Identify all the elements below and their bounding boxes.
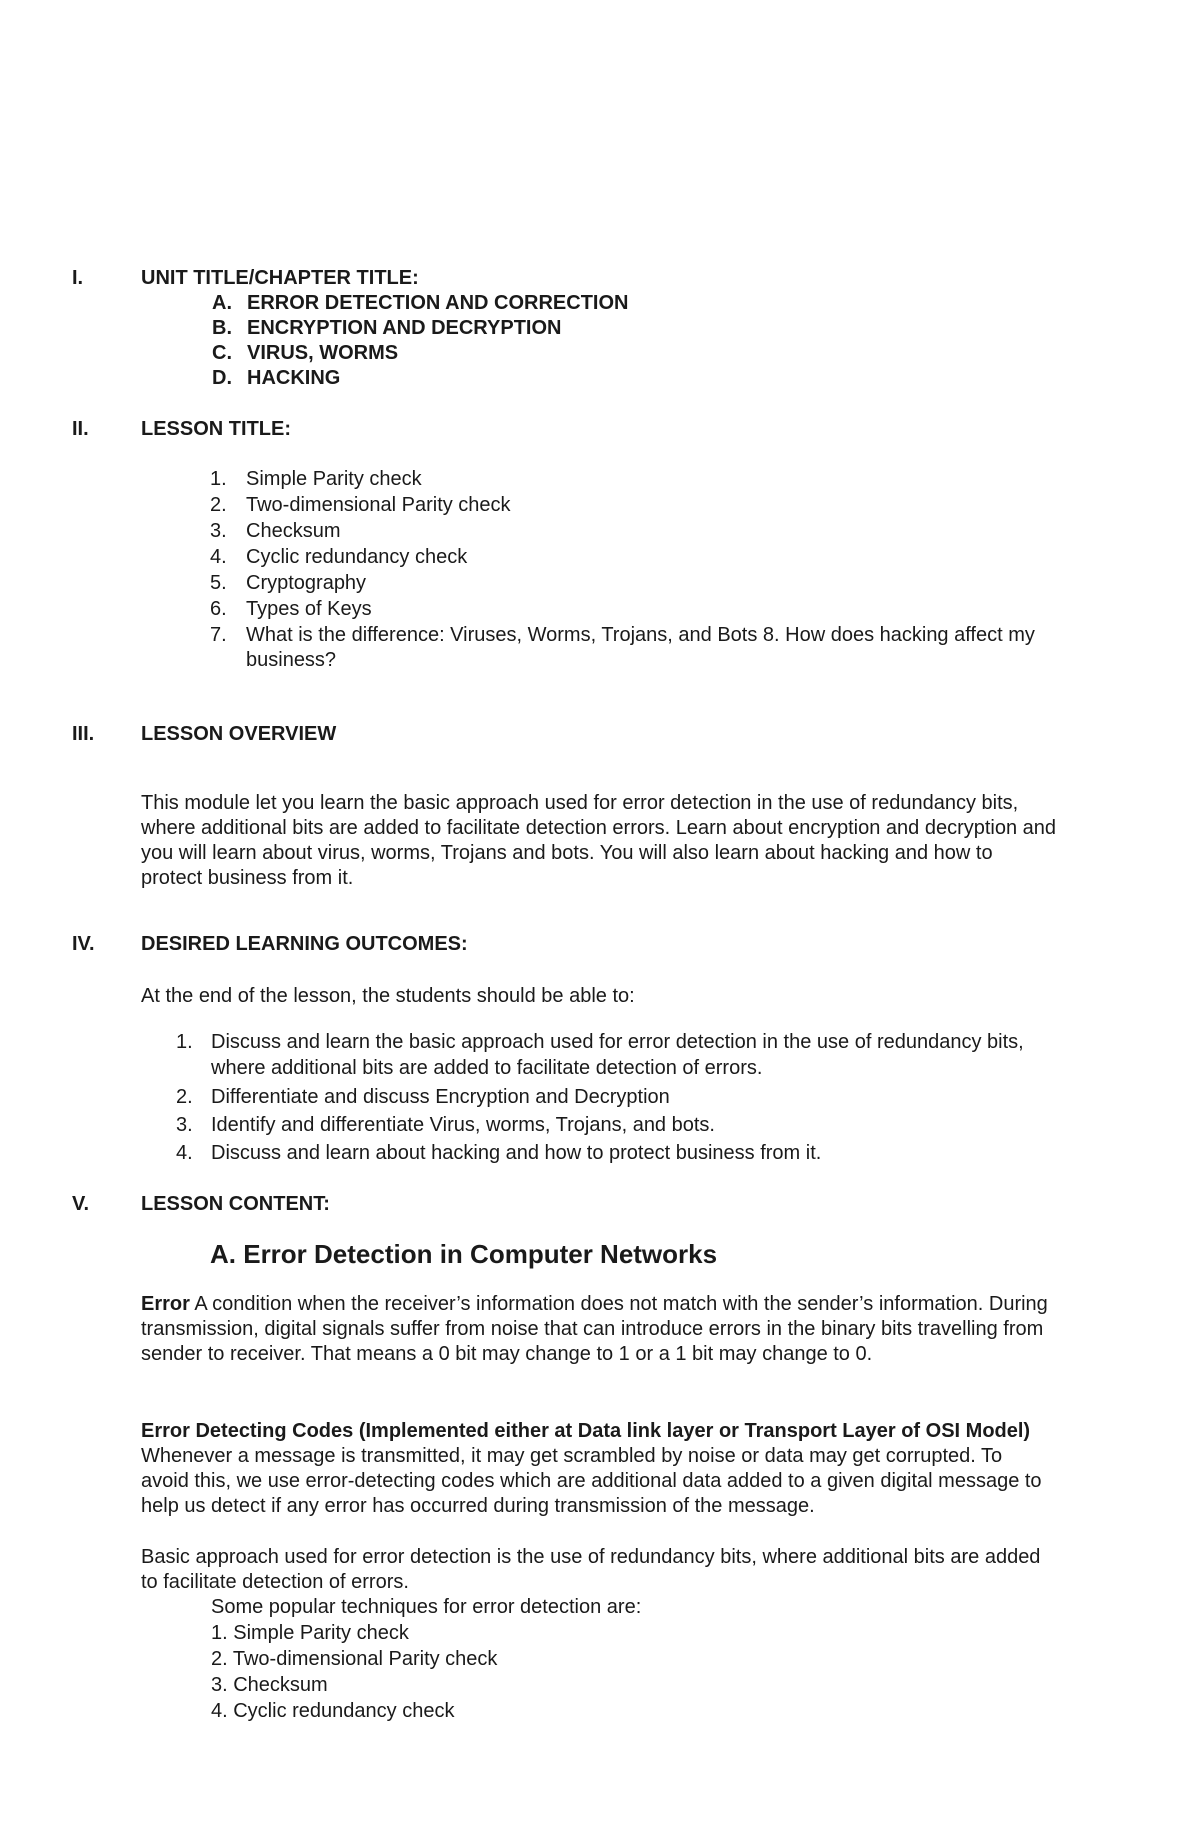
content-heading: A. Error Detection in Computer Networks [210,1239,718,1269]
lesson-item-text-continued: business? [246,649,337,671]
lesson-item-number: 2. [210,494,227,516]
basic-approach-line: to facilitate detection of errors. [141,1571,409,1593]
section-5-numeral: V. [72,1193,90,1215]
lesson-item-number: 3. [210,520,227,542]
error-definition-line [141,1291,1134,1317]
section-5-title: LESSON CONTENT: [141,1193,330,1215]
outcome-text: Differentiate and discuss Encryption and Decryption [211,1086,670,1108]
lesson-item-number: 7. [210,624,227,646]
unit-item-letter: D. [212,367,232,389]
section-2-numeral: II. [72,418,89,440]
overview-line: you will learn about virus, worms, Trojans and bots. You will also learn about hacking and how to [141,842,993,864]
overview-line: This module let you learn the basic approach used for error detection in the use of redundancy bits, [141,792,1019,814]
lesson-item-number: 6. [210,598,227,620]
techniques-intro: Some popular techniques for error detection are: [211,1596,642,1618]
outcome-number: 3. [176,1114,193,1136]
section-3-title: LESSON OVERVIEW [141,723,337,745]
basic-approach-line: Basic approach used for error detection is the use of redundancy bits, where additional bits are added [141,1546,1041,1568]
error-label: Error [141,1293,190,1315]
unit-item-text: ENCRYPTION AND DECRYPTION [247,317,562,339]
technique-item: 1. Simple Parity check [211,1622,409,1644]
unit-item-letter: C. [212,342,232,364]
outcome-number: 2. [176,1086,193,1108]
codes-title: Error Detecting Codes (Implemented either at Data link layer or Transport Layer of OSI Model) [141,1420,1031,1442]
lesson-item-text: Cyclic redundancy check [246,546,468,568]
lesson-item-text: Types of Keys [246,598,372,620]
section-4-numeral: IV. [72,933,95,955]
unit-item-text: ERROR DETECTION AND CORRECTION [247,292,629,314]
section-1-title: UNIT TITLE/CHAPTER TITLE: [141,267,419,289]
outcomes-intro: At the end of the lesson, the students should be able to: [141,985,635,1007]
lesson-item-text: Cryptography [246,572,367,594]
overview-line: protect business from it. [141,867,354,889]
codes-line: help us detect if any error has occurred during transmission of the message. [141,1495,815,1517]
error-definition-text: A condition when the receiver’s information does not match with the sender’s information. During [189,1293,1048,1315]
overview-line: where additional bits are added to facilitate detection errors. Learn about encryption and decryption and [141,817,1057,839]
section-4-title: DESIRED LEARNING OUTCOMES: [141,933,468,955]
outcome-text-continued: where additional bits are added to facilitate detection of errors. [211,1057,763,1079]
lesson-item-number: 4. [210,546,227,568]
section-3-numeral: III. [72,723,95,745]
lesson-item-text: Checksum [246,520,341,542]
outcome-number: 1. [176,1031,193,1053]
technique-item: 3. Checksum [211,1674,328,1696]
outcome-number: 4. [176,1142,193,1164]
unit-item-letter: A. [212,292,232,314]
error-definition-line: transmission, digital signals suffer from noise that can introduce errors in the binary bits travelling from [141,1318,1044,1340]
unit-item-text: HACKING [247,367,341,389]
outcome-text: Discuss and learn the basic approach used for error detection in the use of redundancy bits, [211,1031,1024,1053]
section-2-title: LESSON TITLE: [141,418,291,440]
codes-line: Whenever a message is transmitted, it may get scrambled by noise or data may get corrupted. To [141,1445,1003,1467]
lesson-item-text: What is the difference: Viruses, Worms, Trojans, and Bots 8. How does hacking affect my [246,624,1035,646]
codes-line: avoid this, we use error-detecting codes which are additional data added to a given digital message to [141,1470,1042,1492]
section-1-numeral: I. [72,267,84,289]
outcome-text: Identify and differentiate Virus, worms, Trojans, and bots. [211,1114,715,1136]
outcome-text: Discuss and learn about hacking and how to protect business from it. [211,1142,822,1164]
error-definition-line: sender to receiver. That means a 0 bit may change to 1 or a 1 bit may change to 0. [141,1343,873,1365]
lesson-item-text: Two-dimensional Parity check [246,494,511,516]
lesson-item-number: 1. [210,468,227,490]
lesson-item-text: Simple Parity check [246,468,422,490]
unit-item-letter: B. [212,317,232,339]
technique-item: 2. Two-dimensional Parity check [211,1648,498,1670]
unit-item-text: VIRUS, WORMS [247,342,399,364]
technique-item: 4. Cyclic redundancy check [211,1700,455,1722]
lesson-item-number: 5. [210,572,227,594]
